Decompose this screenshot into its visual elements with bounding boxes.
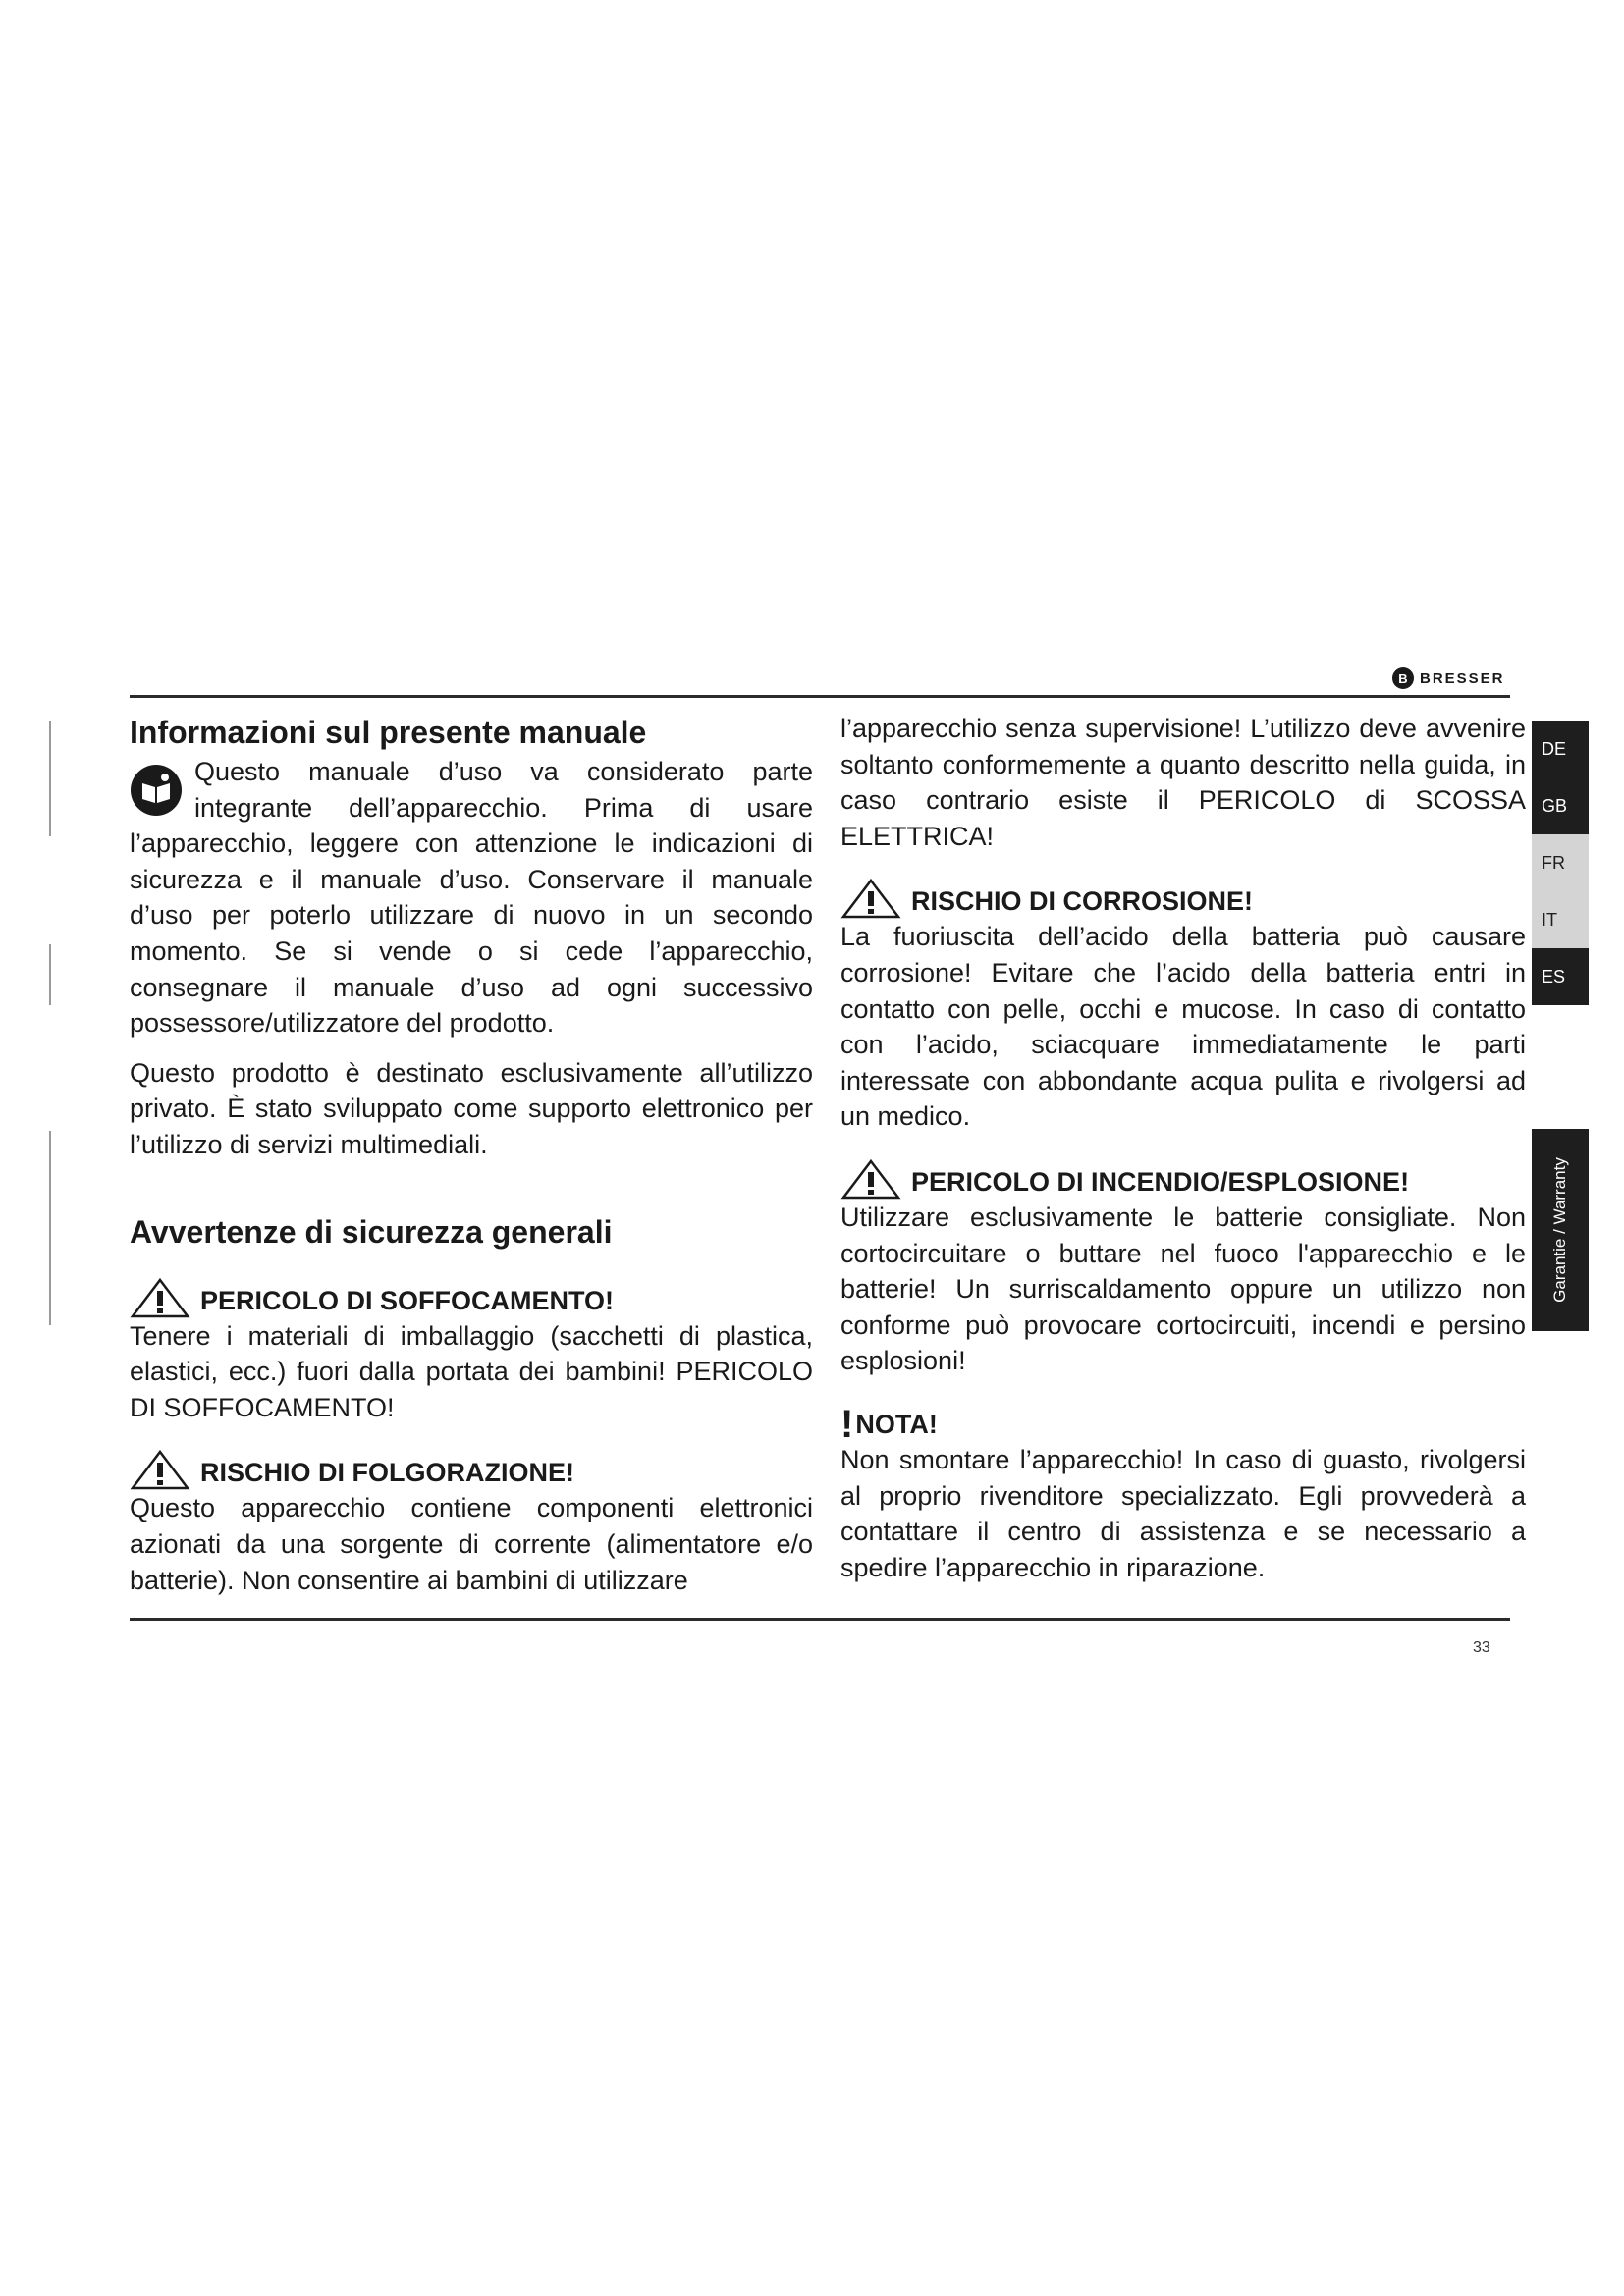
warning-triangle-icon — [840, 1158, 901, 1200]
manual-paragraph-2: Questo prodotto è destinato esclusivamente all’utilizzo privato. È stato sviluppato come supporto elettronico per l’utilizzo di servizi multimediali. — [130, 1057, 813, 1159]
language-tabs — [1532, 721, 1589, 1005]
warning-triangle-icon — [840, 878, 901, 919]
brand-name: BRESSER — [1420, 669, 1505, 687]
margin-mark — [49, 1131, 51, 1325]
warranty-tab[interactable] — [1532, 1129, 1589, 1331]
warning-title: PERICOLO DI INCENDIO/ESPLOSIONE! — [911, 1166, 1410, 1197]
warning-corrosion — [840, 878, 1526, 919]
warning-title: RISCHIO DI FOLGORAZIONE! — [200, 1458, 574, 1488]
warning-text: Questo apparecchio contiene componenti elettronici azionati da una sorgente di corrente (alimentatore e/o batterie). Non consentire ai bambini di utilizzare — [130, 1493, 813, 1595]
warranty-tab-label: Garantie / Warranty — [1550, 1157, 1570, 1303]
brand-logo — [1392, 667, 1505, 689]
page-number: 33 — [1473, 1639, 1490, 1656]
warning-text-continued: l’apparecchio senza supervisione! L’utilizzo deve avvenire soltanto conformemente a quanto descritto nella guida, in caso contrario esiste il PERICOLO di SCOSSA ELETTRICA! — [840, 714, 1526, 851]
language-tab-de[interactable]: DE — [1532, 721, 1589, 777]
manual-intro — [130, 754, 813, 1041]
note-title: NOTA! — [855, 1409, 938, 1439]
manual-paragraph-1: Questo manuale d’uso va considerato parte integrante dell’apparecchio. Prima di usare l’apparecchio, leggere con attenzione le indicazioni di sicurezza e il manuale d’uso. Conservare il manuale d’uso per poterlo utilizzare di nuovo in un secondo momento. Se si vende o si cede l’apparecchio, consegnare il manuale d’uso ad ogni successivo possessore/utilizzatore del prodotto. — [130, 757, 813, 1039]
right-column — [840, 711, 1526, 1585]
brand-logo-icon: B — [1392, 667, 1414, 689]
left-column — [130, 711, 813, 1598]
language-tab-es[interactable]: ES — [1532, 948, 1589, 1005]
warning-electrocution — [130, 1449, 813, 1490]
warning-triangle-icon — [130, 1449, 190, 1490]
margin-mark — [49, 721, 51, 836]
margin-mark — [49, 944, 51, 1005]
language-tab-fr[interactable]: FR — [1532, 834, 1589, 891]
warning-suffocation — [130, 1277, 813, 1318]
manual-heading: Informazioni sul presente manuale — [130, 715, 647, 750]
note-heading — [840, 1402, 1526, 1446]
warning-fire-explosion — [840, 1158, 1526, 1200]
footer-rule — [130, 1618, 1510, 1621]
warning-text: La fuoriuscita dell’acido della batteria può causare corrosione! Evitare che l’acido della batteria entri in contatto con pelle, occhi e mucose. In caso di contatto con l’acido, sciacquare immediatamente le parti interessate con abbondante acqua pulita e rivolgersi ad un medico. — [840, 922, 1526, 1132]
note-exclamation-icon: ! — [840, 1402, 854, 1446]
warning-triangle-icon — [130, 1277, 190, 1318]
warning-title: RISCHIO DI CORROSIONE! — [911, 886, 1254, 917]
safety-heading: Avvertenze di sicurezza generali — [130, 1213, 613, 1250]
read-manual-icon — [130, 764, 183, 817]
language-tab-gb[interactable]: GB — [1532, 777, 1589, 834]
warning-text: Utilizzare esclusivamente le batterie consigliate. Non cortocircuitare o buttare nel fuoco l'apparecchio e le batterie! Un surriscaldamento oppure un utilizzo non conforme può provocare cortocircuiti, incendi e persino esplosioni! — [840, 1201, 1526, 1376]
warning-title: PERICOLO DI SOFFOCAMENTO! — [200, 1285, 615, 1315]
language-tab-it[interactable]: IT — [1532, 891, 1589, 948]
note-text: Non smontare l’apparecchio! In caso di guasto, rivolgersi al proprio rivenditore specializzato. Egli provvederà a contattare il centro di assistenza e se necessario a spedire l’apparecchio in riparazione. — [840, 1444, 1526, 1582]
header-rule — [130, 695, 1510, 698]
warning-text: Tenere i materiali di imballaggio (sacchetti di plastica, elastici, ecc.) fuori dalla portata dei bambini! PERICOLO DI SOFFOCAMENTO! — [130, 1320, 813, 1422]
